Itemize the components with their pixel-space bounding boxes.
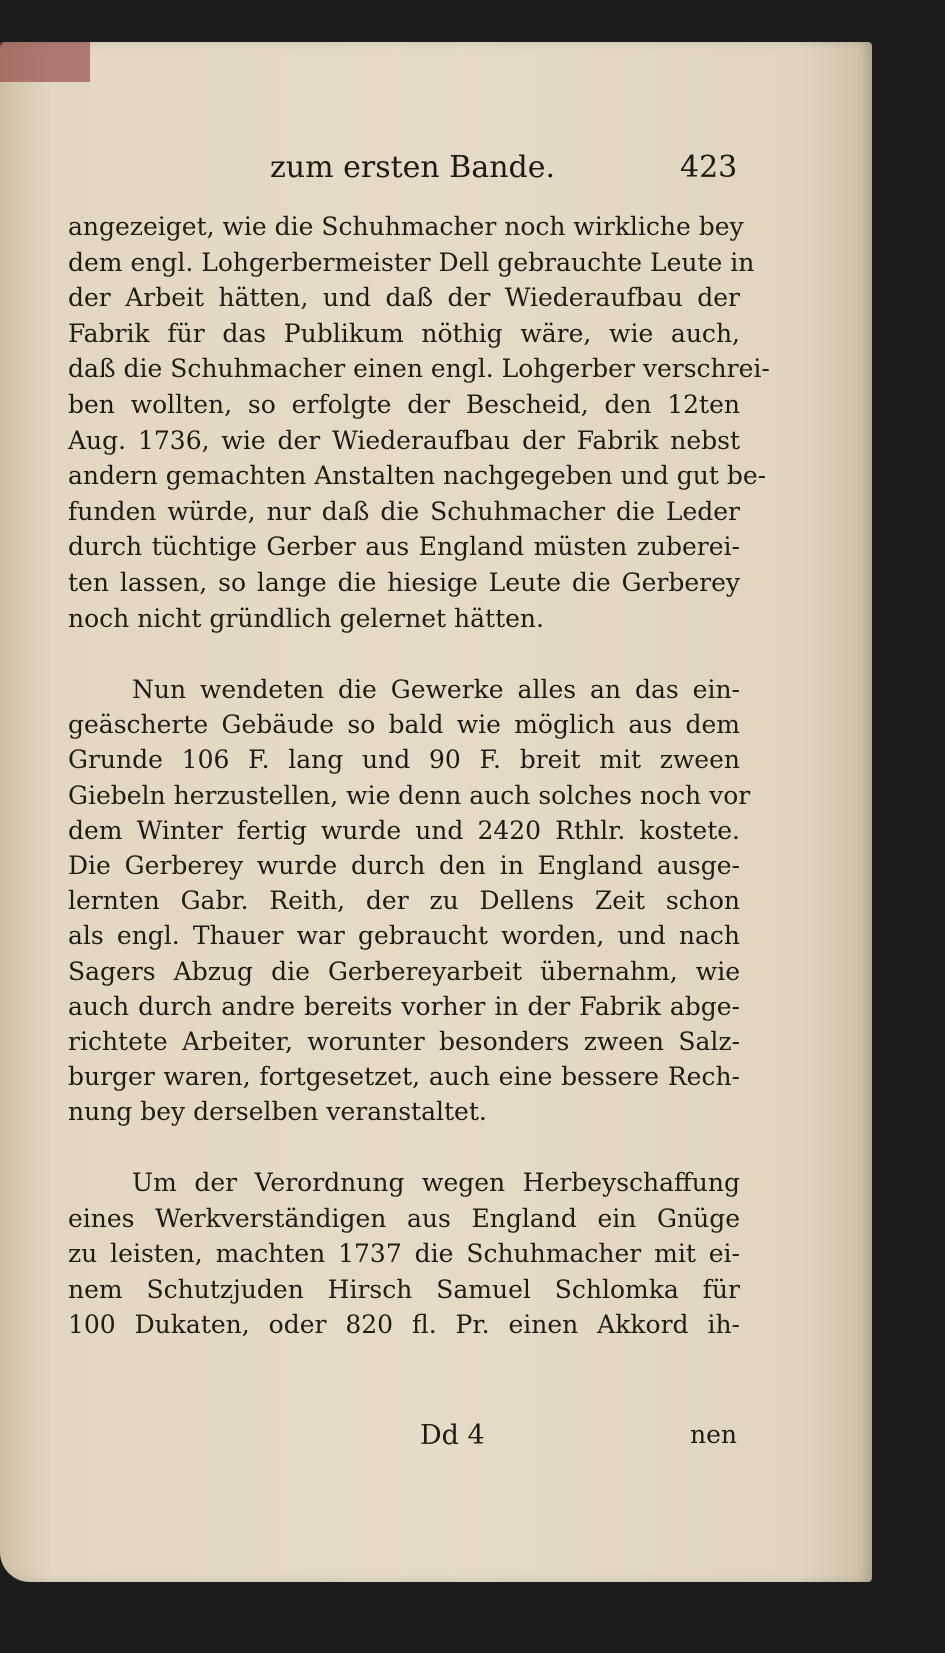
text-line: dem Winter fertig wurde und 2420 Rthlr. kostete. xyxy=(68,815,740,845)
text-line: Sagers Abzug die Gerbereyarbeit übernahm, wie xyxy=(68,956,740,986)
text-line: nung bey derselben veranstaltet. xyxy=(68,1097,487,1127)
text-line: daß die Schuhmacher einen engl. Lohgerber verschrei- xyxy=(68,354,770,384)
text-line: dem engl. Lohgerbermeister Dell gebrauchte Leute in xyxy=(68,247,755,277)
text-line: zu leisten, machten 1737 die Schuhmacher mit ei- xyxy=(68,1239,740,1268)
text-line: funden würde, nur daß die Schuhmacher die Leder xyxy=(68,496,740,526)
text-line: Giebeln herzustellen, wie denn auch solches noch vor xyxy=(68,780,751,810)
running-title: zum ersten Bande. xyxy=(270,150,556,185)
text-line: Grunde 106 F. lang und 90 F. breit mit zween xyxy=(68,745,740,775)
signature-mark: Dd 4 xyxy=(420,1420,485,1451)
text-line: andern gemachten Anstalten nachgegeben und gut be- xyxy=(68,461,767,491)
text-line: richtete Arbeiter, worunter besonders zween Salz- xyxy=(68,1027,740,1056)
text-line: ben wollten, so erfolgte der Bescheid, den 12ten xyxy=(68,390,740,419)
catchword: nen xyxy=(690,1420,737,1449)
text-line: Nun wendeten die Gewerke alles an das ein- xyxy=(132,675,740,704)
text-line: angezeiget, wie die Schuhmacher noch wirkliche bey xyxy=(68,212,744,241)
text-line: noch nicht gründlich gelernet hätten. xyxy=(68,603,544,633)
page-edge-marker xyxy=(0,42,90,82)
text-line: 100 Dukaten, oder 820 fl. Pr. einen Akkord ih- xyxy=(68,1310,740,1339)
text-line: Fabrik für das Publikum nöthig wäre, wie auch, xyxy=(68,318,740,348)
text-line: geäscherte Gebäude so bald wie möglich aus dem xyxy=(68,710,740,740)
text-line: der Arbeit hätten, und daß der Wiederaufbau der xyxy=(68,283,740,313)
text-line: Aug. 1736, wie der Wiederaufbau der Fabrik nebst xyxy=(68,425,740,455)
text-line: burger waren, fortgesetzet, auch eine bessere Rech- xyxy=(68,1062,740,1092)
text-line: durch tüchtige Gerber aus England müsten zuberei- xyxy=(68,532,740,562)
text-line: ten lassen, so lange die hiesige Leute die Gerberey xyxy=(68,568,740,597)
text-line: als engl. Thauer war gebraucht worden, und nach xyxy=(68,921,740,951)
text-line: Die Gerberey wurde durch den in England ausge- xyxy=(68,851,740,880)
text-line: auch durch andre bereits vorher in der Fabrik abge- xyxy=(68,991,740,1021)
text-line: nem Schutzjuden Hirsch Samuel Schlomka für xyxy=(68,1274,740,1304)
text-line: eines Werkverständigen aus England ein Gnüge xyxy=(68,1203,740,1233)
page-number: 423 xyxy=(680,150,738,185)
text-line: Um der Verordnung wegen Herbeyschaffung xyxy=(132,1168,740,1197)
text-line: lernten Gabr. Reith, der zu Dellens Zeit schon xyxy=(68,886,740,916)
